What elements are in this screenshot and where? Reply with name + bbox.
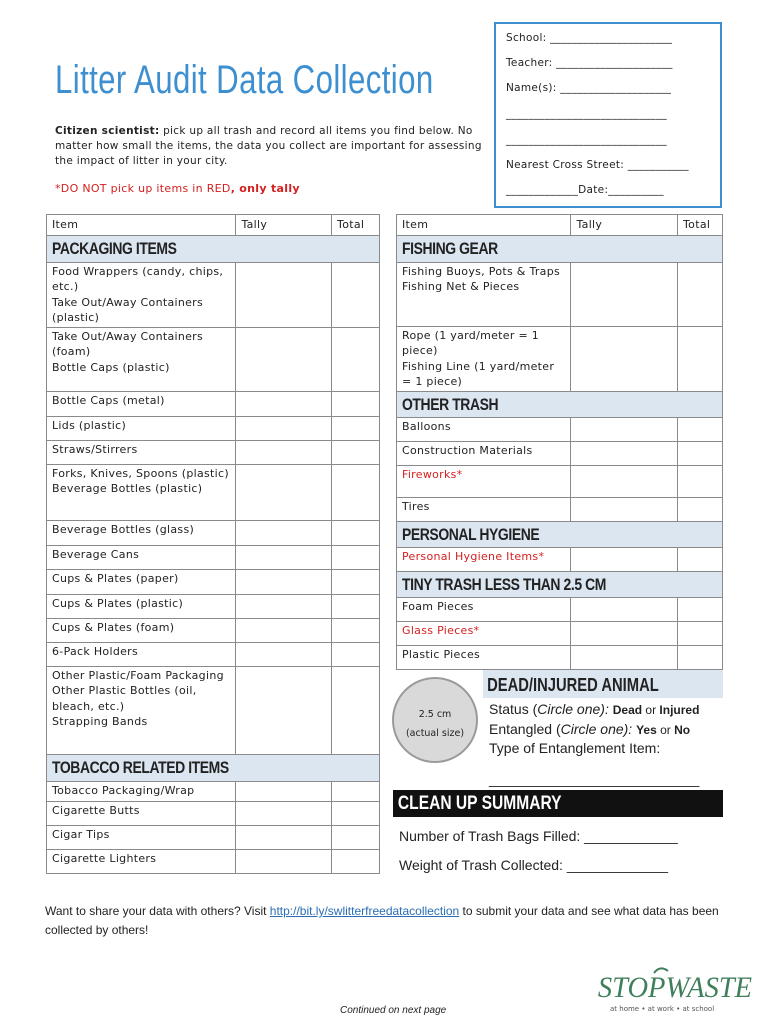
section-tiny-trash: TINY TRASH LESS THAN 2.5 CM [397, 571, 723, 597]
tally-cell[interactable] [236, 545, 332, 569]
item-label: Food Wrappers (candy, chips, etc.) Take Out/Away Containers (plastic) [47, 262, 236, 327]
total-cell[interactable] [332, 464, 380, 520]
tally-cell[interactable] [236, 569, 332, 594]
tally-cell[interactable] [236, 849, 332, 873]
stopwaste-logo [596, 965, 753, 1015]
tally-cell[interactable] [236, 464, 332, 520]
total-cell[interactable] [332, 440, 380, 464]
dead-option[interactable]: Dead [612, 703, 643, 717]
col-total: Total [332, 215, 380, 236]
col-total: Total [678, 215, 723, 236]
item-label: Beverage Bottles (glass) [47, 520, 236, 545]
teacher-field[interactable]: Teacher: _____________________ [506, 57, 673, 69]
tally-cell[interactable] [236, 440, 332, 464]
tally-cell[interactable] [236, 642, 332, 666]
left-tally-table [46, 214, 380, 874]
total-cell[interactable] [332, 825, 380, 849]
col-tally: Tally [571, 215, 678, 236]
tally-cell[interactable] [571, 262, 678, 326]
total-cell[interactable] [332, 545, 380, 569]
item-label: Tires [397, 497, 571, 521]
yes-option[interactable]: Yes [636, 723, 657, 737]
warning-text: *DO NOT pick up items in RED [55, 182, 231, 195]
item-label: Cups & Plates (plastic) [47, 594, 236, 618]
total-cell[interactable] [332, 801, 380, 825]
trash-weight-field[interactable]: Weight of Trash Collected: _____________ [399, 857, 669, 873]
size-label: 2.5 cm [418, 709, 452, 720]
intro-text [55, 124, 485, 169]
tally-cell[interactable] [571, 497, 678, 521]
total-cell[interactable] [332, 781, 380, 801]
tally-cell[interactable] [571, 441, 678, 465]
item-label: Cigarette Butts [47, 801, 236, 825]
cleanup-summary-header: CLEAN UP SUMMARY [393, 790, 723, 817]
total-cell[interactable] [332, 666, 380, 754]
total-cell[interactable] [332, 618, 380, 642]
item-label: Cups & Plates (foam) [47, 618, 236, 642]
item-label: Bottle Caps (metal) [47, 391, 236, 416]
total-cell[interactable] [678, 621, 723, 645]
item-label: Glass Pieces* [397, 621, 571, 645]
tally-cell[interactable] [236, 416, 332, 440]
info-box [494, 22, 722, 208]
item-label: Foam Pieces [397, 597, 571, 621]
section-packaging: PACKAGING ITEMS [47, 235, 380, 262]
total-cell[interactable] [332, 416, 380, 440]
section-fishing: FISHING GEAR [397, 235, 723, 262]
col-item: Item [397, 215, 571, 236]
trash-bags-field[interactable]: Number of Trash Bags Filled: ____________ [399, 828, 678, 844]
item-label: Fishing Buoys, Pots & Traps Fishing Net & Pieces [397, 262, 571, 326]
item-label: Cups & Plates (paper) [47, 569, 236, 594]
item-label: Take Out/Away Containers (foam) Bottle Caps (plastic) [47, 327, 236, 391]
logo-wordmark: STOPWASTE [597, 971, 753, 1005]
item-label: Forks, Knives, Spoons (plastic) Beverage Bottles (plastic) [47, 464, 236, 520]
size-guide-circle [392, 677, 478, 763]
entangled-line: Entangled (Circle one): Yes or No [489, 721, 691, 737]
right-tally-table [396, 214, 723, 670]
red-warning [55, 182, 300, 195]
item-label: Cigarette Lighters [47, 849, 236, 873]
names-field[interactable]: Name(s): ____________________ [506, 82, 672, 94]
tally-cell[interactable] [571, 645, 678, 669]
logo-tagline: at home • at work • at school [610, 1005, 715, 1013]
continued-note: Continued on next page [340, 1005, 447, 1016]
entanglement-type-label: Type of Entanglement Item: [489, 740, 661, 756]
injured-option[interactable]: Injured [659, 703, 700, 717]
page-title: Litter Audit Data Collection [55, 58, 434, 102]
date-field[interactable]: _____________Date:__________ [506, 184, 664, 196]
tally-cell[interactable] [236, 594, 332, 618]
total-cell[interactable] [678, 645, 723, 669]
section-tobacco: TOBACCO RELATED ITEMS [47, 754, 380, 781]
total-cell[interactable] [678, 262, 723, 326]
total-cell[interactable] [678, 326, 723, 391]
table-header-row [47, 215, 380, 236]
total-cell[interactable] [332, 569, 380, 594]
tally-cell[interactable] [236, 781, 332, 801]
total-cell[interactable] [678, 417, 723, 441]
total-cell[interactable] [332, 262, 380, 327]
section-personal-hygiene: PERSONAL HYGIENE [397, 521, 723, 547]
tally-cell[interactable] [236, 666, 332, 754]
total-cell[interactable] [678, 441, 723, 465]
school-field[interactable]: School: ______________________ [506, 32, 673, 44]
tally-cell[interactable] [236, 520, 332, 545]
dead-animal-header: DEAD/INJURED ANIMAL [483, 670, 723, 698]
names-blank-1[interactable]: _____________________________ [506, 108, 667, 120]
section-other-trash: OTHER TRASH [397, 391, 723, 417]
total-cell[interactable] [678, 547, 723, 571]
submission-link[interactable]: http://bit.ly/swlitterfreedatacollection [269, 904, 460, 918]
item-label: Fireworks* [397, 465, 571, 497]
total-cell[interactable] [332, 594, 380, 618]
total-cell[interactable] [332, 327, 380, 391]
total-cell[interactable] [332, 849, 380, 873]
item-label: Cigar Tips [47, 825, 236, 849]
item-label: Construction Materials [397, 441, 571, 465]
intro-lead: Citizen scientist: [55, 125, 160, 137]
tally-cell[interactable] [571, 465, 678, 497]
tally-cell[interactable] [571, 417, 678, 441]
status-line: Status (Circle one): Dead or Injured [489, 701, 700, 717]
cross-street-field[interactable]: Nearest Cross Street: ___________ [506, 159, 689, 171]
col-tally: Tally [236, 215, 332, 236]
tally-cell[interactable] [236, 825, 332, 849]
tally-cell[interactable] [236, 327, 332, 391]
names-blank-2[interactable]: _____________________________ [506, 134, 667, 146]
tally-cell[interactable] [571, 547, 678, 571]
item-label: Plastic Pieces [397, 645, 571, 669]
share-text: Want to share your data with others? Visit http://bit.ly/swlitterfreedatacollection to submit your data and see what data has been collected by others! [45, 904, 719, 937]
total-cell[interactable] [678, 497, 723, 521]
table-header-row [397, 215, 723, 236]
stopwaste-logo-mark [596, 965, 753, 1015]
tally-cell[interactable] [236, 801, 332, 825]
col-item: Item [47, 215, 236, 236]
total-cell[interactable] [332, 391, 380, 416]
tally-cell[interactable] [571, 597, 678, 621]
item-label: Lids (plastic) [47, 416, 236, 440]
no-option[interactable]: No [674, 723, 691, 737]
total-cell[interactable] [332, 642, 380, 666]
item-label: Tobacco Packaging/Wrap [47, 781, 236, 801]
item-label: Personal Hygiene Items* [397, 547, 571, 571]
intro-body: pick up all trash and record all items you find below. No matter how small the items, the data you collect are important for assessing the impact of litter in your city. [55, 125, 482, 167]
tally-cell[interactable] [571, 326, 678, 391]
tally-cell[interactable] [236, 262, 332, 327]
item-label: Other Plastic/Foam Packaging Other Plastic Bottles (oil, bleach, etc.) Strapping Bands [47, 666, 236, 754]
tally-cell[interactable] [236, 618, 332, 642]
total-cell[interactable] [332, 520, 380, 545]
tally-cell[interactable] [236, 391, 332, 416]
item-label: Rope (1 yard/meter = 1 piece) Fishing Line (1 yard/meter = 1 piece) [397, 326, 571, 391]
item-label: 6-Pack Holders [47, 642, 236, 666]
tally-cell[interactable] [571, 621, 678, 645]
item-label: Beverage Cans [47, 545, 236, 569]
warning-bold: , only tally [230, 182, 300, 195]
item-label: Straws/Stirrers [47, 440, 236, 464]
total-cell[interactable] [678, 465, 723, 497]
item-label: Balloons [397, 417, 571, 441]
total-cell[interactable] [678, 597, 723, 621]
entanglement-type-field[interactable]: ___________________________ [489, 771, 700, 787]
size-note: (actual size) [405, 728, 465, 739]
